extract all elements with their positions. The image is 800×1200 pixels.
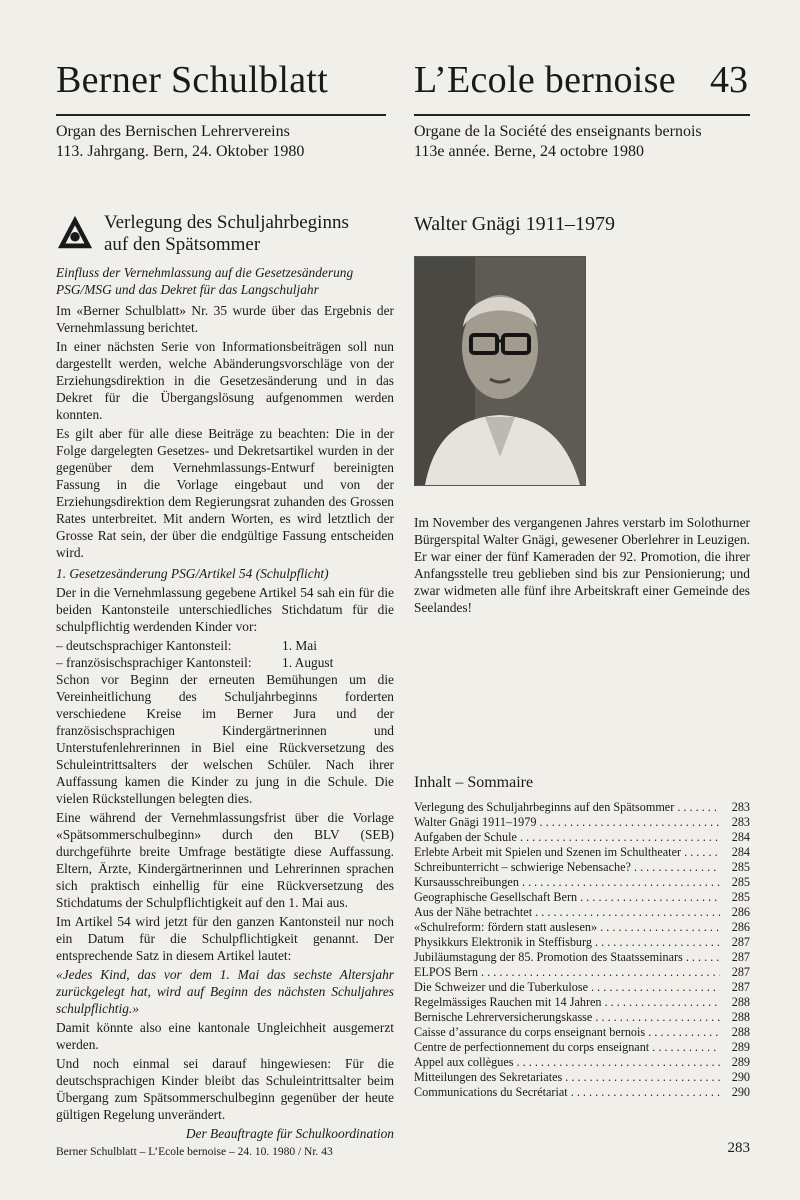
article-paragraph: Eine während der Vernehmlassungsfrist über die Vorlage «Spätsommerschulbeginn» durch den BLV (SEB) durchgeführte breite Umfrage bestätigte diese Auffassung. Eltern, Ärzte, Kindergärtnerinnen und Lehrerinnen sprachen sich praktisch einhellig für eine Rückversetzung des Stichdatums der Schulpflichtigkeit auf den 1. Mai aus. (56, 810, 394, 910)
masthead-title-fr: L’Ecole bernoise (414, 59, 676, 101)
toc-item-title: Centre de perfectionnement du corps enseignant . . . (414, 1040, 720, 1055)
obituary-text: Im November des vergangenen Jahres verstarb im Solothurner Bürgerspital Walter Gnägi, gewesener Oberlehrer in Leuzigen. Er war einer der fünf Kameraden der 92. Promotion, die ihrer Anfangsstelle treu geblieben sind bis zur Pensionierung; und zwar widmeten alle fünf ihre Arbeitskraft einer Gemeinde des Seelandes! (414, 515, 750, 615)
toc-item-page: 286 (731, 920, 750, 934)
toc-item-title: Communications du Secrétariat . . . (414, 1085, 720, 1100)
article-quote: «Jedes Kind, das vor dem 1. Mai das sechste Altersjahr zurückgelegt hat, wird auf Beginn des nächsten Schuljahres schulpflichtig.» (56, 967, 394, 1016)
toc-item-title: Caisse d’assurance du corps enseignant bernois . . . (414, 1025, 720, 1040)
date-list-value: 1. Mai (282, 638, 317, 653)
toc-item-page: 289 (731, 1040, 750, 1054)
article-paragraph: In einer nächsten Serie von Informationsbeiträgen soll nun dargestellt werden, welche Abänderungsvorschläge von der Erziehungsdirektion in die Gesetzesänderung und in das Dekret für die Übergangslösung aufgenommen werden konnten. (56, 339, 394, 422)
toc-item-page: 290 (731, 1070, 750, 1084)
toc-item-page: 285 (731, 890, 750, 904)
masthead-subtitle-fr (414, 122, 702, 162)
toc-item-page: 287 (731, 965, 750, 979)
toc-item-title: Erlebte Arbeit mit Spielen und Szenen im Schultheater . . . (414, 845, 720, 860)
issue-number: 43 (710, 59, 748, 101)
toc-item-page: 285 (731, 860, 750, 874)
date-list-item (56, 637, 394, 654)
date-list-label: – französischsprachiger Kantonsteil: (56, 655, 252, 670)
toc-item-title: Jubiläumstagung der 85. Promotion des Staatsseminars . . . (414, 950, 720, 965)
date-list-item (56, 654, 394, 671)
toc-item-title: Regelmässiges Rauchen mit 14 Jahren . . . (414, 995, 720, 1010)
toc-item-title: Verlegung des Schuljahrbeginns auf den Spätsommer . . . (414, 800, 720, 815)
toc-item (414, 920, 750, 935)
toc-item-title: Die Schweizer und die Tuberkulose . . . (414, 980, 720, 995)
toc-item (414, 950, 750, 965)
article-lead: Einfluss der Vernehmlassung auf die Gesetzesänderung PSG/MSG und das Dekret für das Langschuljahr (56, 265, 354, 297)
toc-list (414, 800, 750, 1100)
toc-item (414, 860, 750, 875)
toc-item-title: Schreibunterricht – schwierige Nebensache? . . . (414, 860, 720, 875)
toc-item (414, 965, 750, 980)
toc-item (414, 1025, 750, 1040)
toc-item-title: Aus der Nähe betrachtet . . . (414, 905, 720, 920)
toc-item (414, 890, 750, 905)
toc-item-page: 283 (731, 800, 750, 814)
toc-item (414, 815, 750, 830)
table-of-contents (414, 774, 750, 1100)
toc-item-page: 287 (731, 950, 750, 964)
date-line-de: 113. Jahrgang. Bern, 24. Oktober 1980 (56, 143, 305, 160)
toc-item (414, 1055, 750, 1070)
toc-item-title: Physikkurs Elektronik in Steffisburg . . . (414, 935, 720, 950)
article-title-line1: Verlegung des Schuljahrbeginns (104, 212, 349, 233)
toc-item-title: Aufgaben der Schule . . . (414, 830, 720, 845)
toc-item (414, 830, 750, 845)
toc-item-title: Appel aux collègues . . . (414, 1055, 720, 1070)
article-paragraph: Es gilt aber für alle diese Beiträge zu beachten: Die in der Folge dargelegten Gesetzes- und Dekretsartikel wurden in der gegenüber dem Vernehmlassungs-Entwurf bereinigten Fassung in die Vorlage eingebaut und von der Erziehungsdirektion dem Regierungsrat zuhanden des Grossen Rates unterbreitet. Mit andern Worten, es wird letztlich der Grosse Rat sein, der über die endgültige Fassung entscheiden wird. (56, 426, 394, 560)
toc-item-title: Geographische Gesellschaft Bern . . . (414, 890, 720, 905)
masthead-title-de: Berner Schulblatt (56, 59, 329, 101)
article-paragraph: Und noch einmal sei darauf hingewiesen: Für die deutschsprachigen Kinder bleibt das Schuleintrittsalter beim Übergang zum Spätsommerschulbeginn gegenüber der heute gültigen Regelung unverändert. (56, 1056, 394, 1122)
article-paragraph: Der in die Vernehmlassung gegebene Artikel 54 sah ein für die beiden Kantonsteile unterschiedliches Stichdatum für die schulpflichtig werdenden Kinder vor: (56, 585, 394, 634)
toc-item (414, 845, 750, 860)
toc-item-title: Kursausschreibungen . . . (414, 875, 720, 890)
article-title-line2: auf den Spätsommer (104, 234, 261, 255)
obituary (414, 212, 750, 616)
date-list-value: 1. August (282, 655, 334, 670)
toc-item (414, 995, 750, 1010)
toc-item-page: 285 (731, 875, 750, 889)
page-footer: Berner Schulblatt – L’Ecole bernoise – 24. 10. 1980 / Nr. 43 (56, 1146, 333, 1158)
toc-item (414, 800, 750, 815)
toc-item-page: 286 (731, 905, 750, 919)
masthead-subtitle-de (56, 122, 304, 162)
toc-item-page: 290 (731, 1085, 750, 1099)
toc-item (414, 1070, 750, 1085)
toc-item-title: Bernische Lehrerversicherungskasse . . . (414, 1010, 720, 1025)
date-list-label: – deutschsprachiger Kantonsteil: (56, 638, 232, 653)
toc-item-page: 287 (731, 980, 750, 994)
article-header (56, 212, 394, 256)
toc-item (414, 875, 750, 890)
toc-item-title: «Schulreform: fördern statt auslesen» . . . (414, 920, 720, 935)
toc-item (414, 1085, 750, 1100)
toc-item-title: ELPOS Bern . . . (414, 965, 720, 980)
org-name-fr: Organe de la Société des enseignants bernois (414, 123, 702, 140)
toc-item-page: 284 (731, 845, 750, 859)
date-line-fr: 113e année. Berne, 24 octobre 1980 (414, 143, 644, 160)
masthead-rule-right (414, 114, 750, 116)
toc-item-page: 287 (731, 935, 750, 949)
article-paragraph: Im «Berner Schulblatt» Nr. 35 wurde über das Ergebnis der Vernehmlassung berichtet. (56, 303, 394, 335)
toc-item-title: Walter Gnägi 1911–1979 . . . (414, 815, 720, 830)
masthead-rule-left (56, 114, 386, 116)
toc-heading: Inhalt – Sommaire (414, 774, 534, 791)
section-heading: 1. Gesetzesänderung PSG/Artikel 54 (Schulpflicht) (56, 566, 329, 581)
toc-item-page: 288 (731, 995, 750, 1009)
toc-item-page: 283 (731, 815, 750, 829)
toc-item (414, 905, 750, 920)
portrait-illustration (415, 257, 585, 485)
obituary-title: Walter Gnägi 1911–1979 (414, 213, 615, 235)
main-article (56, 212, 394, 1142)
article-signature: Der Beauftragte für Schulkoordination (185, 1126, 394, 1141)
article-paragraph: Damit könnte also eine kantonale Ungleichheit ausgemerzt werden. (56, 1020, 394, 1052)
blv-logo-icon (56, 214, 94, 252)
toc-item-page: 288 (731, 1025, 750, 1039)
article-paragraph: Im Artikel 54 wird jetzt für den ganzen Kantonsteil nur noch ein Datum für die Schulpflichtigkeit genannt. Der entsprechende Satz in diesem Artikel lautet: (56, 914, 394, 963)
article-title (104, 212, 349, 256)
toc-item (414, 1040, 750, 1055)
toc-item (414, 980, 750, 995)
page-number: 283 (727, 1140, 750, 1156)
toc-item-page: 288 (731, 1010, 750, 1024)
toc-item (414, 935, 750, 950)
article-paragraph: Schon vor Beginn der erneuten Bemühungen um die Vereinheitlichung des Schuljahrbeginns forderten verschiedene Kreise im Berner Jura und der französischsprachigen Kindergärtnerinnen und Unterstufenlehrerinnen in Biel eine Rückversetzung des Schuleintrittsalters der welschen Schüler. Nach ihrer Auffassung kamen die Kinder zu jung in die Schule. Die vielen Rückstellungen belegten dies. (56, 672, 394, 806)
toc-item-title: Mitteilungen des Sekretariates . . . (414, 1070, 720, 1085)
toc-item (414, 1010, 750, 1025)
portrait-photo (414, 256, 586, 486)
toc-item-page: 284 (731, 830, 750, 844)
org-name-de: Organ des Bernischen Lehrervereins (56, 123, 290, 140)
toc-item-page: 289 (731, 1055, 750, 1069)
